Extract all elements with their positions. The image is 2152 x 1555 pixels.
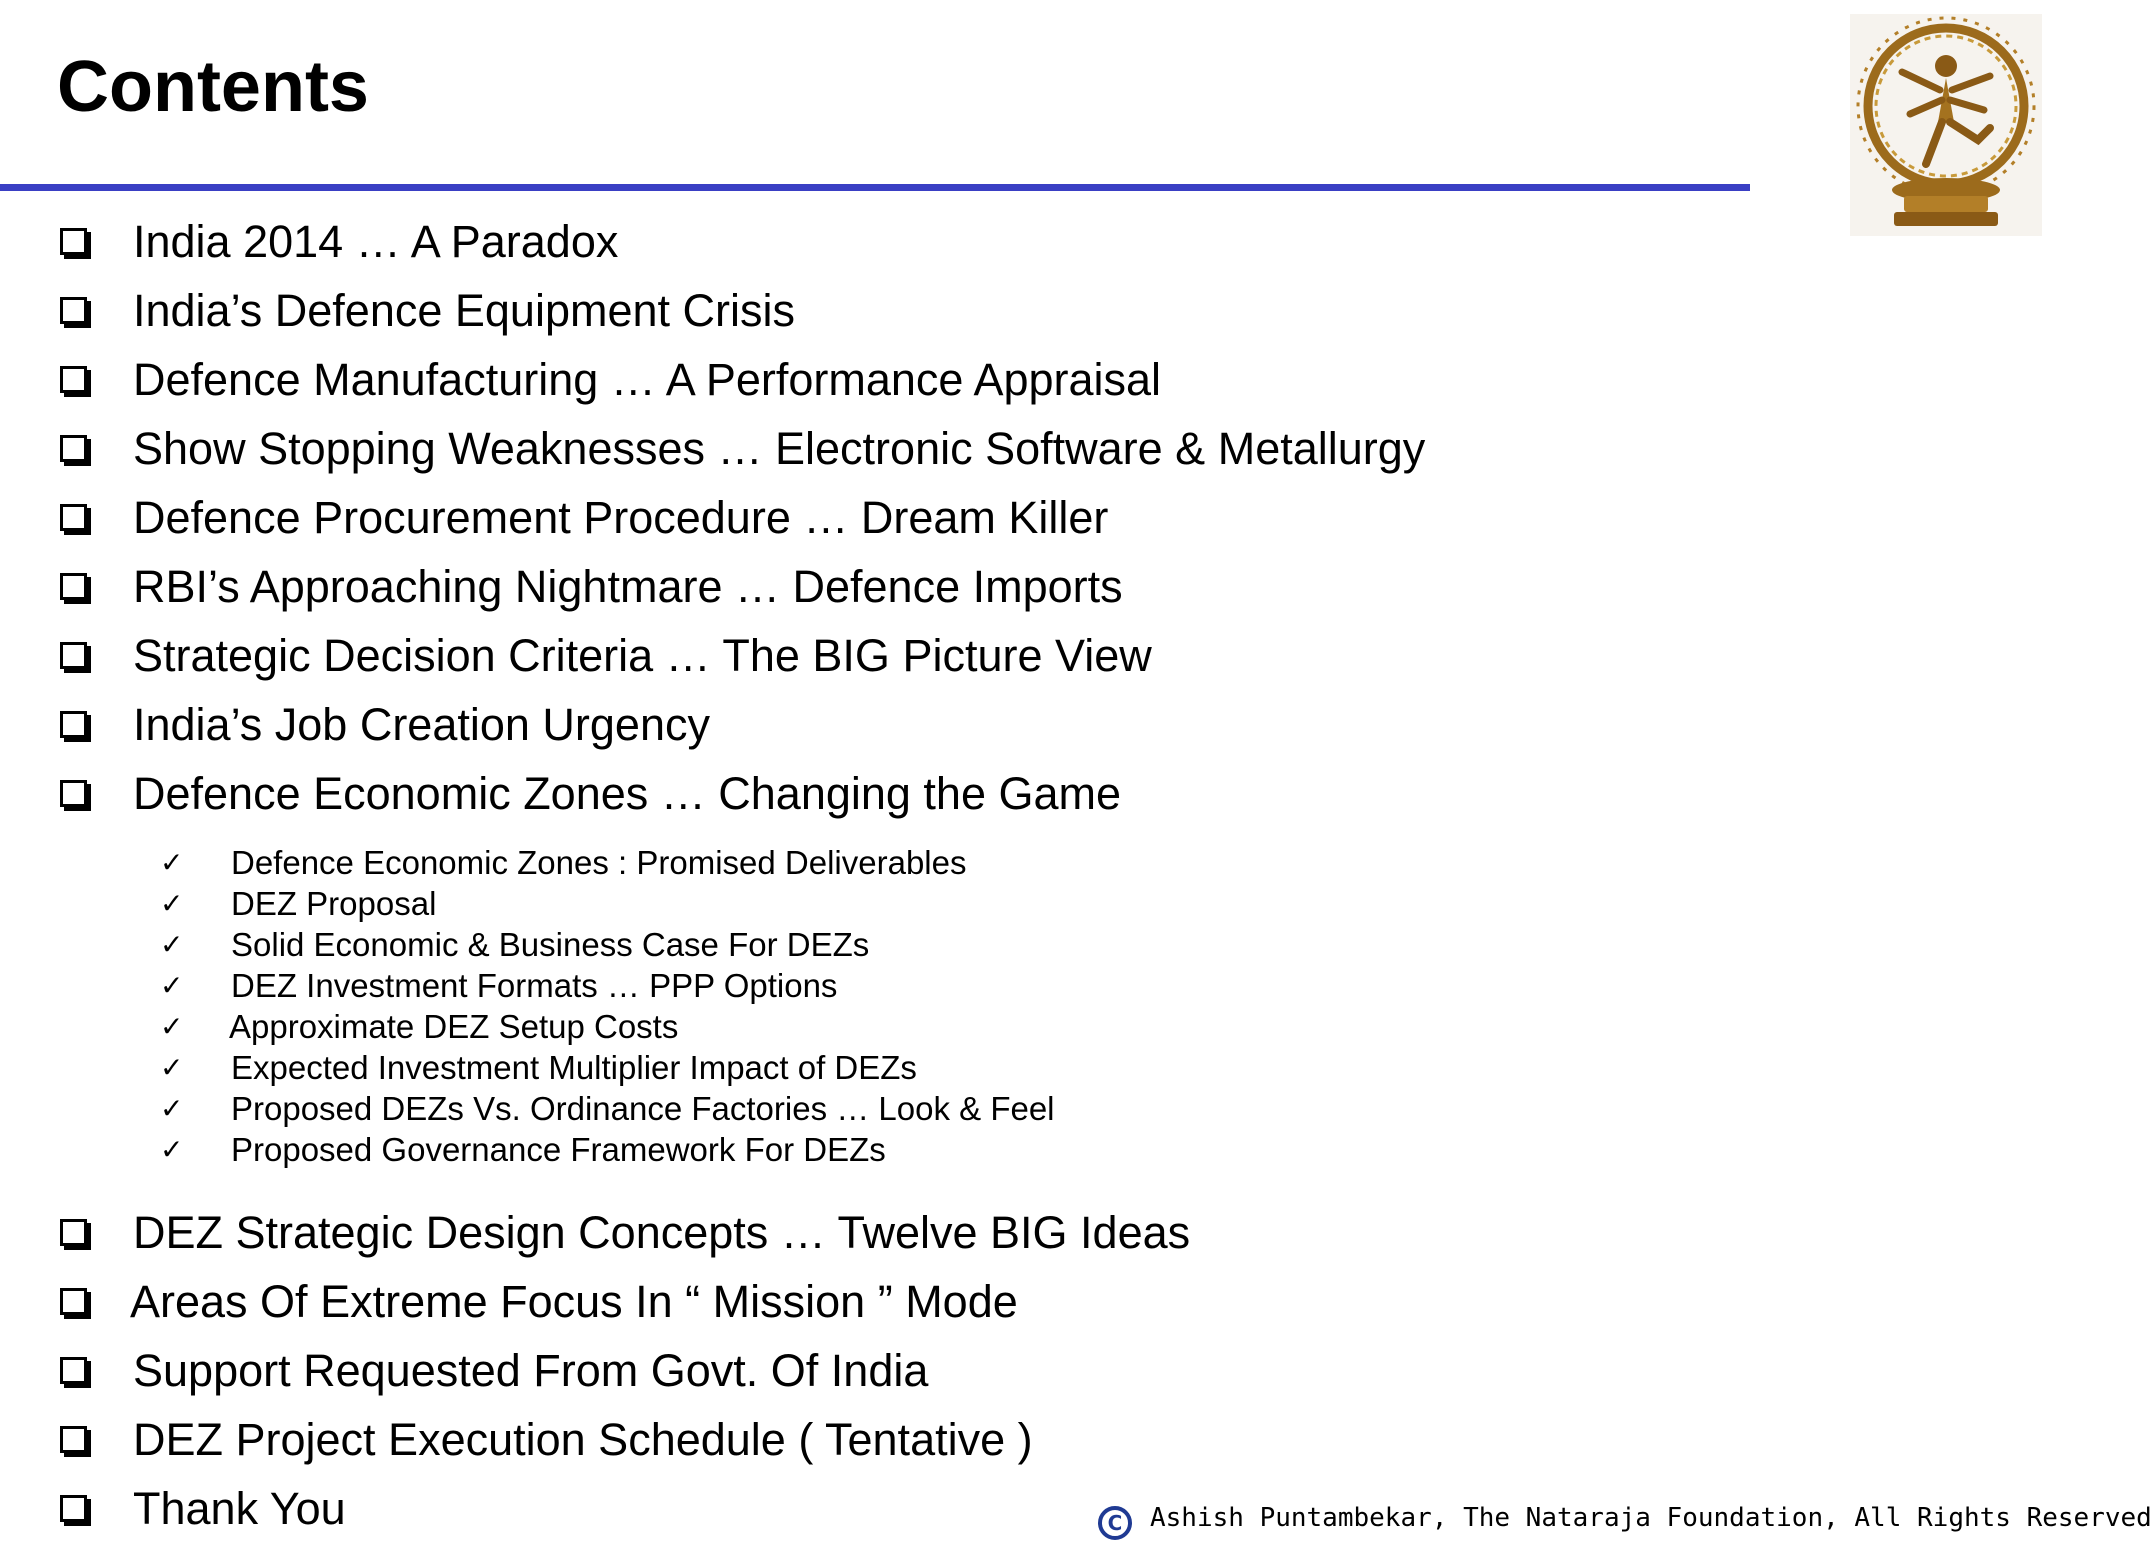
list-item-label: Defence Manufacturing … A Performance Appraisal	[133, 354, 1162, 405]
list-item-label: Thank You	[133, 1483, 346, 1534]
checkbox-bullet-icon	[60, 228, 87, 255]
sub-list-item-label: DEZ Investment Formats … PPP Options	[231, 967, 838, 1004]
slide-title: Contents	[57, 47, 369, 127]
sub-list-item-label: Defence Economic Zones : Promised Deliverables	[231, 844, 967, 881]
checkbox-bullet-icon	[60, 366, 87, 393]
list-item-label: DEZ Project Execution Schedule ( Tentative )	[133, 1414, 1033, 1465]
list-item-label: Defence Economic Zones … Changing the Game	[133, 768, 1122, 819]
checkbox-bullet-icon	[60, 504, 87, 531]
checkmark-icon: ✓	[160, 928, 184, 961]
checkbox-bullet-icon	[60, 1426, 87, 1453]
sub-list-item-label: Proposed Governance Framework For DEZs	[231, 1131, 886, 1168]
checkmark-icon: ✓	[160, 846, 184, 879]
nataraja-statue-icon	[1850, 14, 2042, 236]
checkbox-bullet-icon	[60, 1357, 87, 1384]
checkbox-bullet-icon	[60, 711, 87, 738]
list-item-label: Support Requested From Govt. Of India	[133, 1345, 929, 1396]
list-item-label: RBI’s Approaching Nightmare … Defence Imports	[133, 561, 1123, 612]
checkbox-bullet-icon	[60, 297, 87, 324]
list-item-label: DEZ Strategic Design Concepts … Twelve BIG Ideas	[133, 1207, 1191, 1258]
list-item-label: India 2014 … A Paradox	[133, 216, 619, 267]
title-divider	[0, 184, 1750, 191]
copyright-icon: C	[1098, 1506, 1132, 1540]
checkmark-icon: ✓	[160, 1092, 184, 1125]
checkmark-icon: ✓	[160, 1010, 184, 1043]
checkbox-bullet-icon	[60, 1495, 87, 1522]
list-item-label: Show Stopping Weaknesses … Electronic Software & Metallurgy	[133, 423, 1426, 474]
sub-list-item-label: DEZ Proposal	[231, 885, 437, 922]
checkbox-bullet-icon	[60, 1288, 87, 1315]
checkbox-bullet-icon	[60, 780, 87, 807]
sub-list-item-label: Proposed DEZs Vs. Ordinance Factories … Look & Feel	[231, 1090, 1055, 1127]
footer-text: Ashish Puntambekar, The Nataraja Foundation, All Rights Reserved	[1150, 1503, 2152, 1533]
sub-list-item-label: Approximate DEZ Setup Costs	[229, 1008, 679, 1045]
list-item-label: Areas Of Extreme Focus In “ Mission ” Mode	[130, 1276, 1018, 1327]
checkmark-icon: ✓	[160, 1051, 184, 1084]
list-item-label: India’s Job Creation Urgency	[133, 699, 710, 750]
checkbox-bullet-icon	[60, 1219, 87, 1246]
checkbox-bullet-icon	[60, 642, 87, 669]
checkbox-bullet-icon	[60, 435, 87, 462]
list-item-label: Strategic Decision Criteria … The BIG Picture View	[133, 630, 1152, 681]
sub-list-item-label: Expected Investment Multiplier Impact of DEZs	[231, 1049, 917, 1086]
checkbox-bullet-icon	[60, 573, 87, 600]
sub-list-item-label: Solid Economic & Business Case For DEZs	[231, 926, 870, 963]
list-item-label: India’s Defence Equipment Crisis	[133, 285, 795, 336]
checkmark-icon: ✓	[160, 1133, 184, 1166]
checkmark-icon: ✓	[160, 969, 184, 1002]
checkmark-icon: ✓	[160, 887, 184, 920]
list-item-label: Defence Procurement Procedure … Dream Killer	[133, 492, 1109, 543]
